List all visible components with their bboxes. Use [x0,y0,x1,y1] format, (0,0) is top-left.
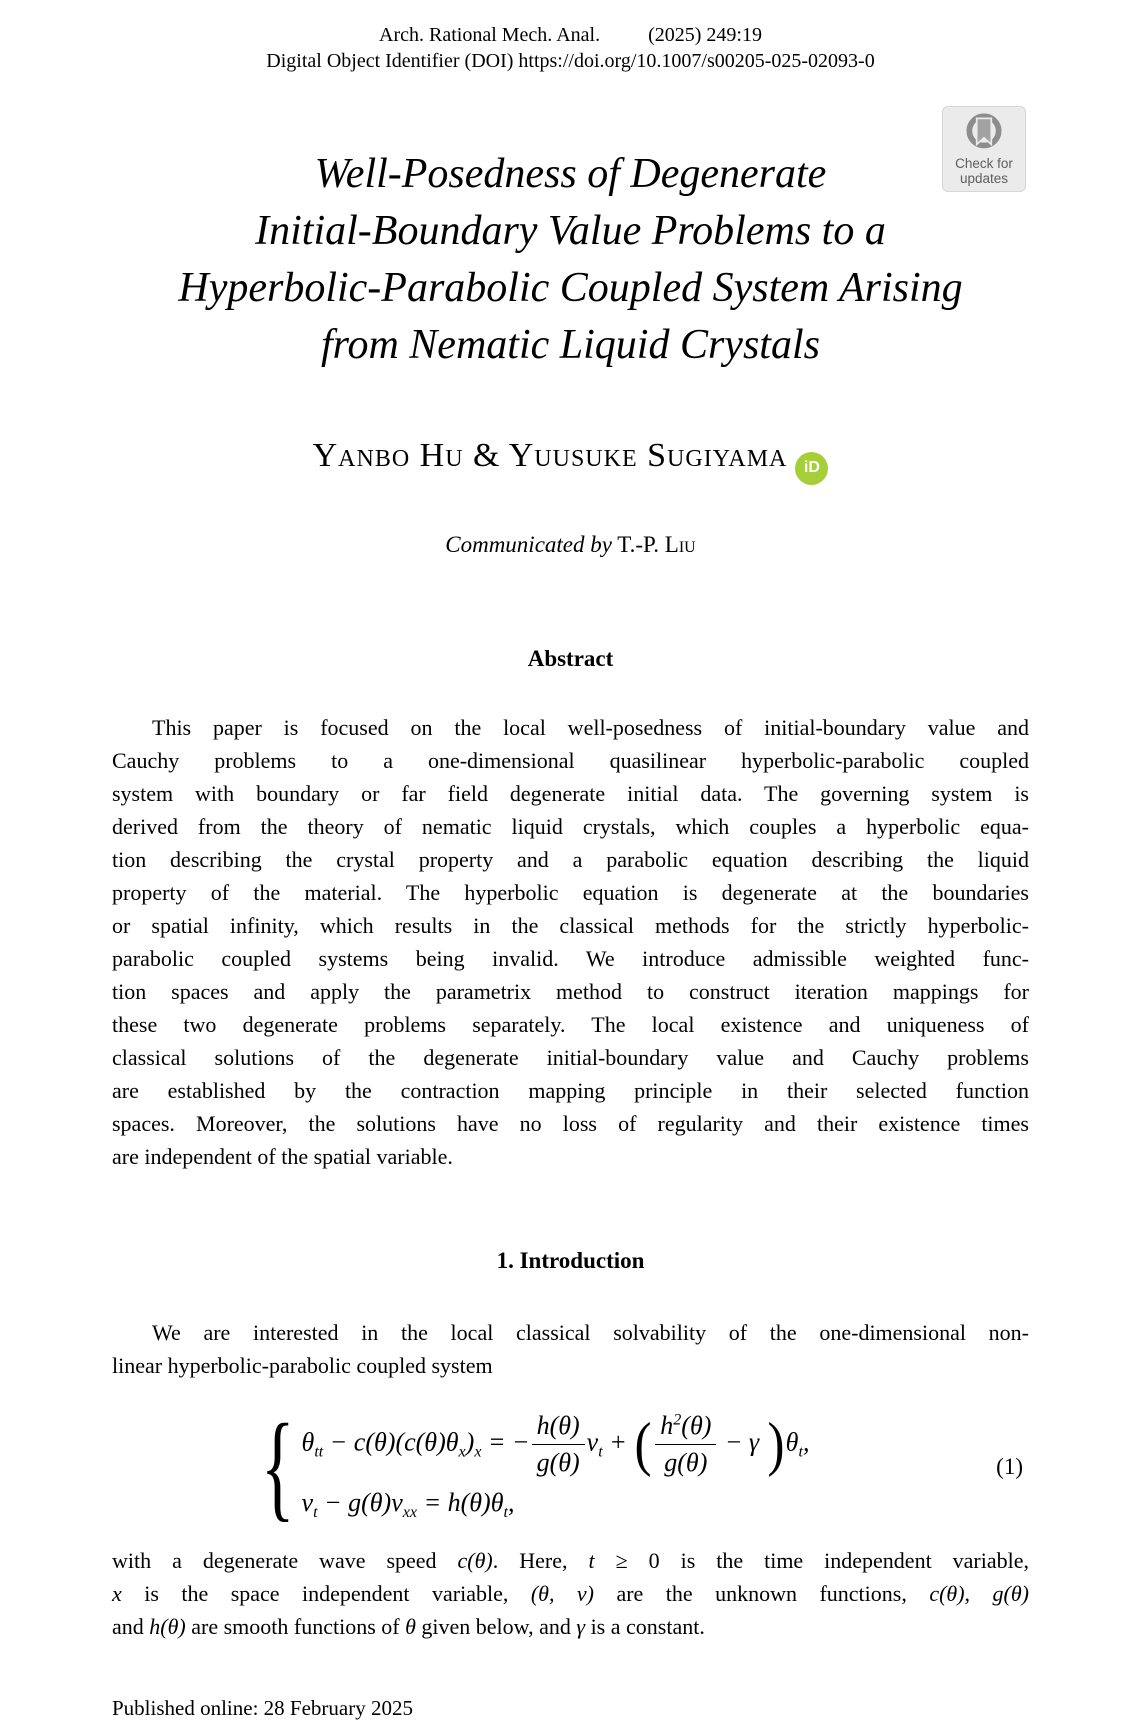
equation-lines [302,1411,810,1522]
text-run: t [588,1547,595,1573]
text-run: c(θ) [457,1547,493,1573]
text-line: tion spaces and apply the parametrix method to construct iteration mappings for [112,978,1029,1004]
text-line: property of the material. The hyperbolic equation is degenerate at the boundaries [112,879,1029,905]
fraction-numerator [655,1411,716,1445]
text-run: , [964,1580,993,1606]
communicated-by [112,531,1029,559]
math-subscript: x [474,1443,482,1461]
math-token: θ [301,1427,315,1457]
text-line: Hyperbolic-Parabolic Coupled System Arising [178,265,963,311]
math-subscript: xx [402,1503,418,1521]
text-run: γ [576,1613,586,1639]
math-token: v [586,1427,599,1457]
math-token: v [301,1487,314,1517]
text-run: ≥ 0 is the time independent variable, [594,1547,1030,1573]
doi-prefix: Digital Object Identifier (DOI) [266,50,519,72]
journal-header-line1 [0,22,1141,48]
text-line: linear hyperbolic-parabolic coupled system [112,1352,493,1378]
intro-paragraph [112,1316,1029,1382]
math-token: h [660,1410,674,1440]
text-line: are independent of the spatial variable. [112,1143,453,1169]
math-subscript: t [798,1443,803,1461]
badge-label-line1: Check for [955,156,1013,171]
communicated-prefix: Communicated by [445,531,612,557]
math-subscript: t [598,1443,603,1461]
math-token: , [507,1487,515,1517]
text-run: θ [405,1613,416,1639]
equation-left-brace: { [260,1400,295,1533]
text-line [112,1577,1029,1610]
math-token: − c(θ)(c(θ)θ [323,1427,459,1457]
text-line: tion describing the crystal property and a parabolic equation describing the liquid [112,846,1029,872]
text-run: x [112,1580,122,1606]
text-run: are the unknown functions, [594,1580,930,1606]
authors-line [112,436,1029,485]
section-heading-introduction: 1. Introduction [496,1247,645,1273]
text-line: these two degenerate problems separately. The local existence and uniqueness of [112,1011,1029,1037]
doi-link[interactable]: https://doi.org/10.1007/s00205-025-02093-0 [518,50,875,72]
math-subscript: x [458,1443,466,1461]
text-run: with a degenerate wave speed [112,1547,458,1573]
text-run: . Here, [492,1547,589,1573]
equation-1 [112,1400,1029,1533]
text-line [112,1544,1029,1577]
author-names: Yanbo Hu & Yuusuke Sugiyama [312,437,788,474]
fraction-denominator: g(θ) [536,1447,580,1477]
abstract-heading: Abstract [527,645,614,671]
math-token: − g(θ)v [317,1487,403,1517]
math-subscript: tt [314,1443,324,1461]
math-token: θ [785,1427,799,1457]
text-line [112,1610,1029,1643]
math-token: , [802,1427,810,1457]
math-token: = h(θ)θ [417,1487,504,1517]
journal-volume-issue: (2025) 249:19 [648,24,762,46]
text-line: are established by the contraction mapping principle in their selected function [112,1077,1029,1103]
text-line: derived from the theory of nematic liquid crystals, which couples a hyperbolic equa- [112,813,1029,839]
math-subscript: t [503,1503,508,1521]
text-line: classical solutions of the degenerate initial-boundary value and Cauchy problems [112,1044,1029,1070]
published-online: Published online: 28 February 2025 [112,1695,413,1720]
math-token: − γ [718,1427,766,1457]
text-line: from Nematic Liquid Crystals [321,322,820,368]
text-run: g(θ) [992,1580,1029,1606]
math-token: = − [481,1427,530,1457]
text-run: are smooth functions of [185,1613,406,1639]
text-run: and [112,1613,150,1639]
orcid-icon[interactable]: iD [795,452,828,485]
math-superscript: 2 [673,1411,682,1429]
text-line: This paper is focused on the local well-posedness of initial-boundary value and [152,714,1029,740]
journal-name: Arch. Rational Mech. Anal. [379,24,601,46]
paper-title [112,146,1029,374]
equation-line-1: $\theta_{tt} - c(\theta)(c(\theta)\theta_x)_x$ = − $\frac{h(\theta)}{g(\theta)}$ $v_t$ + ( $\frac{h^2(\theta)}{g(\theta)}$ − γ )$\theta_t$, [301,1410,810,1478]
text-line: or spatial infinity, which results in the classical methods for the strictly hyperbolic- [112,912,1029,938]
check-for-updates-badge[interactable] [942,106,1026,192]
text-line: spaces. Moreover, the solutions have no loss of regularity and their existence times [112,1110,1029,1136]
math-token: + [602,1427,634,1457]
text-line: Cauchy problems to a one-dimensional quasilinear hyperbolic-parabolic coupled [112,747,1029,773]
text-line: Well-Posedness of Degenerate [314,151,827,197]
fraction-h2-over-g [655,1411,716,1478]
text-run: h(θ) [149,1613,186,1639]
body-column [112,146,1029,1721]
text-run: is a constant. [585,1613,705,1639]
fraction-h-over-g [532,1411,585,1478]
journal-header [0,0,1141,74]
equation-line-2 [302,1487,810,1523]
text-run: c(θ) [929,1580,965,1606]
equation-number: (1) [996,1453,1023,1479]
math-token: (θ) [681,1410,712,1440]
math-subscript: t [313,1503,318,1521]
crossmark-icon [961,110,1007,156]
text-run: (θ, v) [530,1580,594,1606]
text-run: is the space independent variable, [121,1580,531,1606]
text-line: parabolic coupled systems being invalid. We introduce admissible weighted func- [112,945,1029,971]
text-run: given below, and [415,1613,577,1639]
text-line: system with boundary or far field degenerate initial data. The governing system is [112,780,1029,806]
after-equation-paragraph [112,1544,1029,1643]
fraction-denominator: g(θ) [664,1447,708,1477]
text-line: We are interested in the local classical solvability of the one-dimensional non- [152,1319,1029,1345]
badge-label-line2: updates [959,171,1009,186]
communicated-name: T.-P. Liu [611,531,696,557]
fraction-numerator: h(θ) [532,1411,585,1445]
doi-line [0,48,1141,74]
text-line: Initial-Boundary Value Problems to a [255,208,886,254]
math-token: ) [465,1427,475,1457]
abstract-paragraph [112,711,1029,1173]
